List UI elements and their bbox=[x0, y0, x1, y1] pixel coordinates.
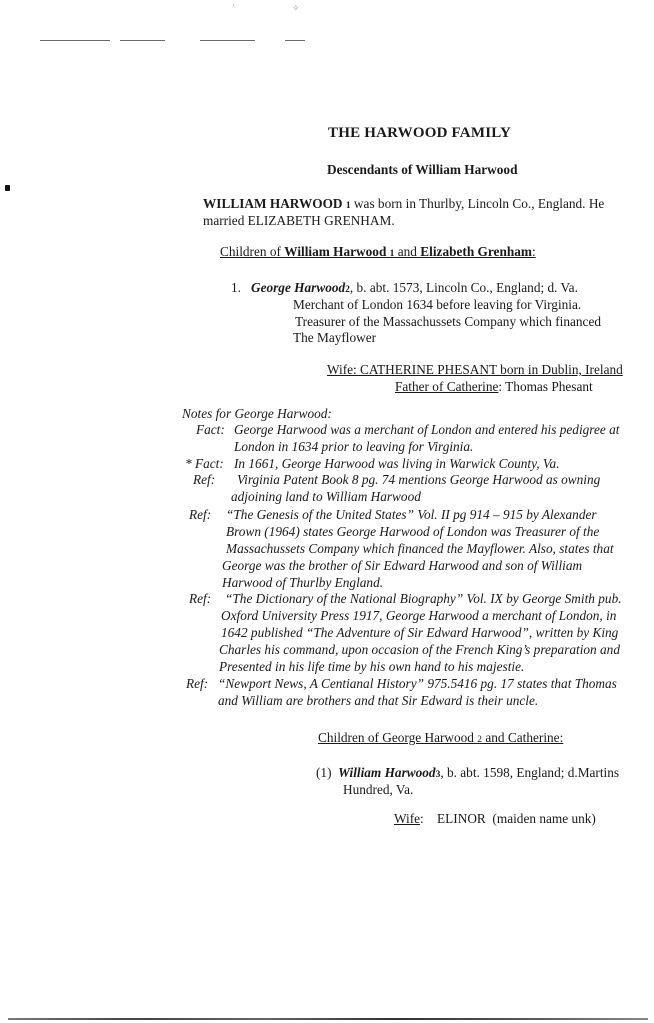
scan-artifact-line bbox=[285, 40, 305, 41]
note-entry-line: George was the brother of Sir Edward Harwood and son of William bbox=[222, 558, 583, 573]
father-of-value: : Thomas Phesant bbox=[498, 379, 593, 394]
child-number: (1) bbox=[316, 765, 332, 780]
children-heading-1 bbox=[220, 244, 536, 260]
scan-artifact-line bbox=[200, 40, 255, 41]
wife-label: Wife bbox=[394, 811, 421, 826]
father-of-label: Father of Catherine bbox=[395, 379, 499, 394]
binder-hole-mark bbox=[5, 185, 10, 191]
scan-speck: ✧ bbox=[292, 3, 300, 13]
heading-father: William Harwood bbox=[284, 244, 387, 259]
heading-suffix: : bbox=[531, 244, 536, 259]
generation-number: 1 bbox=[389, 249, 395, 259]
generation-number: 2 bbox=[477, 735, 483, 745]
child-name: George Harwood bbox=[250, 280, 346, 295]
note-entry-line: “The Genesis of the United States” Vol. II pg 914 – 915 by Alexander bbox=[226, 507, 597, 522]
grandchild-1-wife bbox=[394, 811, 596, 827]
note-entry-line: Massachussets Company which financed the Mayflower. Also, states that bbox=[226, 541, 614, 556]
note-entry-line: 1642 published “The Adventure of Sir Edward Harwood”, written by King bbox=[221, 625, 619, 640]
note-entry-label: Fact: bbox=[196, 422, 225, 437]
child-1-line-3: Treasurer of the Massachussets Company which financed bbox=[295, 314, 602, 329]
note-entry-line: George Harwood was a merchant of London and entered his pedigree at bbox=[234, 422, 620, 437]
child-1-wife: Wife: CATHERINE PHESANT born in Dublin, Ireland bbox=[327, 362, 623, 377]
child-birth-death: , b. abt. 1598, England; d.Martins bbox=[440, 765, 620, 780]
note-entry-line: “The Dictionary of the National Biography” Vol. IX by George Smith pub. bbox=[225, 591, 622, 606]
child-name: William Harwood bbox=[338, 765, 436, 780]
intro-text: was born in Thurlby, Lincoln Co., England. He bbox=[350, 196, 605, 211]
note-entry-label: Ref: bbox=[193, 472, 216, 487]
child-1-line-1 bbox=[231, 280, 578, 296]
child-number: 1. bbox=[231, 280, 241, 295]
grandchild-1-line-1 bbox=[316, 765, 619, 781]
note-entry-line: Brown (1964) states George Harwood of London was Treasurer of the bbox=[226, 524, 600, 539]
document-title: THE HARWOOD FAMILY bbox=[328, 125, 512, 141]
generation-number: 1 bbox=[345, 201, 351, 211]
note-entry-line: Charles his command, upon occasion of the French King’s preparation and bbox=[219, 642, 620, 657]
children-heading-2 bbox=[318, 730, 563, 746]
child-birth-death: , b. abt. 1573, Lincoln Co., England; d. Va. bbox=[349, 280, 578, 295]
note-entry-line: adjoining land to William Harwood bbox=[231, 489, 421, 504]
heading-and: and bbox=[394, 244, 421, 259]
child-1-father-in-law bbox=[395, 379, 593, 395]
notes-heading: Notes for George Harwood: bbox=[182, 406, 332, 421]
note-entry-label: * Fact: bbox=[185, 456, 224, 471]
grandchild-1-line-2: Hundred, Va. bbox=[343, 782, 414, 797]
note-entry-line: “Newport News, A Centianal History” 975.5416 pg. 17 states that Thomas bbox=[218, 676, 617, 691]
intro-line-2: married ELIZABETH GRENHAM. bbox=[203, 213, 395, 228]
child-1-line-2: Merchant of London 1634 before leaving for Virginia. bbox=[293, 297, 582, 312]
note-entry-label: Ref: bbox=[189, 591, 212, 606]
child-1-line-4: The Mayflower bbox=[293, 330, 377, 345]
scan-speck: ‘ bbox=[232, 2, 235, 12]
note-entry-line: Presented in his life time by his own hand to his majestie. bbox=[219, 659, 525, 674]
heading-prefix: Children of George Harwood bbox=[318, 730, 478, 745]
scan-artifact-line bbox=[120, 40, 165, 41]
generation-number: 3 bbox=[435, 770, 441, 780]
note-entry-line: Harwood of Thurlby England. bbox=[222, 575, 384, 590]
note-entry-line: Oxford University Press 1917, George Harwood a merchant of London, in bbox=[221, 608, 617, 623]
generation-number: 2 bbox=[345, 285, 350, 295]
scan-artifact-bottom-line bbox=[8, 1018, 648, 1020]
heading-prefix: Children of bbox=[220, 244, 285, 259]
heading-mother: Elizabeth Grenham bbox=[420, 244, 532, 259]
note-entry-line: In 1661, George Harwood was living in Warwick County, Va. bbox=[234, 456, 560, 471]
note-entry-line: Virginia Patent Book 8 pg. 74 mentions George Harwood as owning bbox=[237, 472, 601, 487]
scan-artifact-line bbox=[40, 40, 110, 41]
wife-value: : ELINOR (maiden name unk) bbox=[420, 811, 596, 826]
note-entry-line: London in 1634 prior to leaving for Virginia. bbox=[234, 439, 474, 454]
note-entry-label: Ref: bbox=[186, 676, 209, 691]
note-entry-line: and William are brothers and that Sir Edward is their uncle. bbox=[218, 693, 539, 708]
progenitor-name: WILLIAM HARWOOD bbox=[203, 196, 343, 211]
note-entry-label: Ref: bbox=[189, 507, 212, 522]
heading-suffix: and Catherine: bbox=[482, 730, 564, 745]
document-subtitle: Descendants of William Harwood bbox=[327, 162, 518, 177]
intro-line-1 bbox=[203, 196, 604, 212]
